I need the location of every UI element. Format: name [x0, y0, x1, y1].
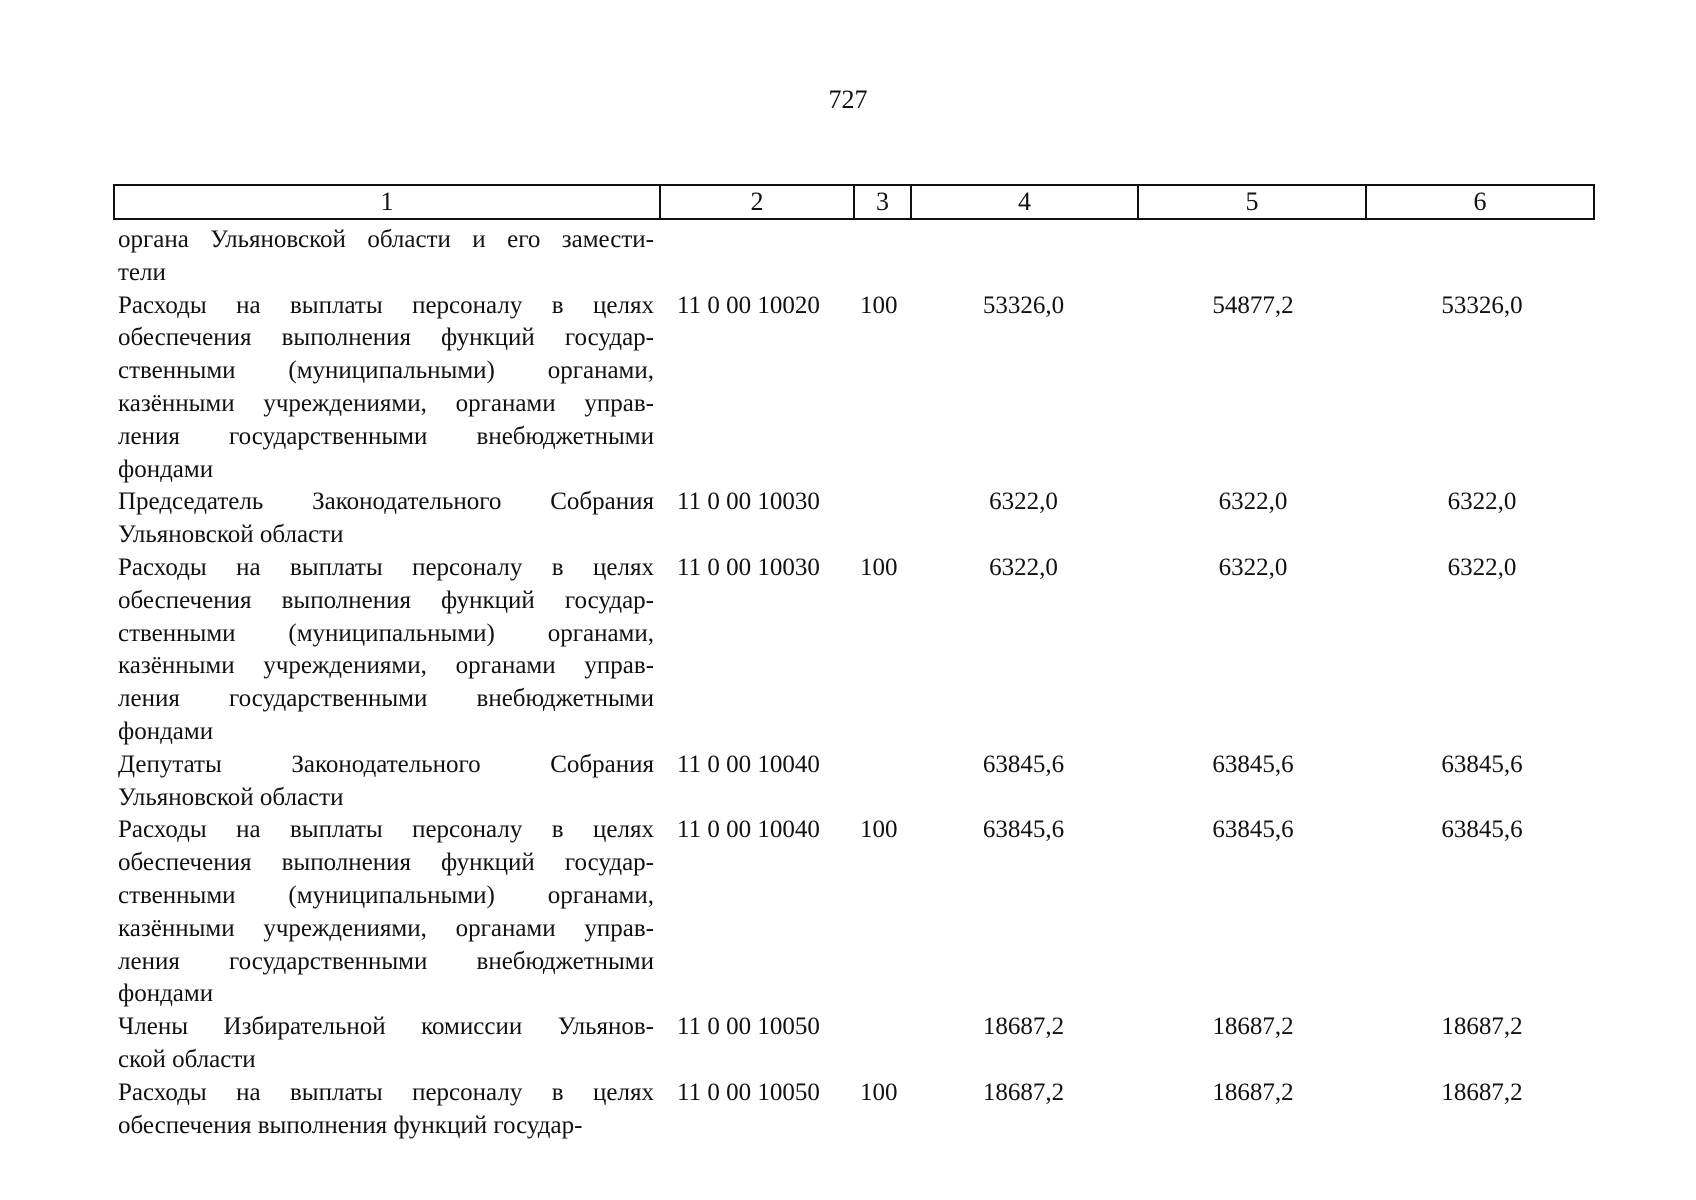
value-col5-cell: 18687,2	[1212, 1013, 1294, 1041]
value-col5-cell: 63845,6	[1212, 816, 1294, 844]
row-description	[114, 552, 660, 749]
column-header-6: 6	[1366, 185, 1594, 219]
table-header	[114, 185, 1594, 219]
description-line: ственными (муниципальными) органами,	[118, 881, 654, 909]
table-row	[114, 290, 1594, 487]
description-line: Ульяновской области	[118, 521, 344, 549]
column-header-3: 3	[854, 185, 911, 219]
value-col6-cell: 18687,2	[1441, 1013, 1523, 1041]
header-row	[114, 185, 1594, 219]
row-description	[114, 486, 660, 552]
value-col5-cell: 6322,0	[1218, 488, 1288, 516]
table-row	[114, 552, 1594, 749]
expense-type-cell: 100	[860, 553, 898, 581]
description-line: обеспечения выполнения функций государ-	[118, 586, 654, 614]
description-line: фондами	[118, 717, 214, 745]
value-col4-cell: 63845,6	[982, 816, 1065, 844]
description-line: Расходы на выплаты персоналу в целях	[118, 816, 654, 844]
value-col5-cell: 18687,2	[1212, 1078, 1294, 1106]
budget-code-cell: 11 0 00 10040	[677, 750, 820, 778]
description-line: фондами	[118, 455, 214, 483]
column-header-5: 5	[1138, 185, 1366, 219]
value-col6-cell	[1366, 219, 1594, 290]
description-line: Председатель Законодательного Собрания	[118, 488, 654, 516]
description-line: казёнными учреждениями, органами управ-	[118, 914, 654, 942]
value-col4-cell: 63845,6	[982, 750, 1065, 778]
value-col6-cell: 63845,6	[1441, 816, 1523, 844]
description-line: Расходы на выплаты персоналу в целях	[118, 291, 654, 319]
budget-code-cell: 11 0 00 10030	[677, 488, 820, 516]
description-line: ской области	[118, 1045, 256, 1073]
expense-type-cell	[854, 749, 911, 815]
description-line: ственными (муниципальными) органами,	[118, 357, 654, 385]
description-line: Ульяновской области	[118, 783, 344, 811]
value-col4-cell: 6322,0	[989, 488, 1058, 516]
description-line: ления государственными внебюджетными	[118, 422, 654, 450]
row-description	[114, 1077, 660, 1143]
value-col5-cell: 6322,0	[1218, 553, 1288, 581]
value-col5-cell: 54877,2	[1212, 291, 1294, 319]
table-row	[114, 1077, 1594, 1143]
value-col6-cell: 18687,2	[1441, 1078, 1523, 1106]
table-row	[114, 1011, 1594, 1077]
description-line: ления государственными внебюджетными	[118, 685, 654, 713]
budget-code-cell	[660, 219, 854, 290]
value-col4-cell: 6322,0	[989, 553, 1058, 581]
description-line: Члены Избирательной комиссии Ульянов-	[118, 1013, 654, 1041]
description-line: ственными (муниципальными) органами,	[118, 619, 654, 647]
table-row	[114, 219, 1594, 290]
value-col6-cell: 53326,0	[1441, 291, 1523, 319]
column-header-4: 4	[911, 185, 1138, 219]
value-col6-cell: 63845,6	[1441, 750, 1523, 778]
table-body	[114, 219, 1594, 1142]
page-number: 727	[828, 85, 868, 114]
expense-type-cell: 100	[860, 816, 898, 844]
description-line: фондами	[118, 980, 214, 1008]
value-col5-cell: 63845,6	[1212, 750, 1294, 778]
table-row	[114, 486, 1594, 552]
budget-code-cell: 11 0 00 10030	[677, 553, 820, 581]
expense-type-cell	[854, 1011, 911, 1077]
description-line: казёнными учреждениями, органами управ-	[118, 389, 654, 417]
value-col4-cell: 53326,0	[982, 291, 1065, 319]
description-line: обеспечения выполнения функций государ-	[118, 849, 654, 877]
description-line: казёнными учреждениями, органами управ-	[118, 652, 654, 680]
budget-code-cell: 11 0 00 10050	[677, 1078, 820, 1106]
value-col6-cell: 6322,0	[1447, 553, 1517, 581]
description-line: Расходы на выплаты персоналу в целях	[118, 553, 654, 581]
value-col4-cell: 18687,2	[982, 1078, 1065, 1106]
description-line: тели	[118, 258, 166, 286]
row-description	[114, 1011, 660, 1077]
row-description	[114, 814, 660, 1011]
row-description	[114, 749, 660, 815]
description-line: Расходы на выплаты персоналу в целях	[118, 1078, 654, 1106]
value-col5-cell	[1138, 219, 1366, 290]
expense-type-cell	[854, 219, 911, 290]
value-col6-cell: 6322,0	[1447, 488, 1517, 516]
description-line: Депутаты Законодательного Собрания	[118, 750, 654, 778]
row-description	[114, 290, 660, 487]
budget-table	[113, 184, 1595, 1142]
budget-code-cell: 11 0 00 10050	[677, 1013, 820, 1041]
expense-type-cell: 100	[860, 1078, 898, 1106]
description-line: обеспечения выполнения функций государ-	[118, 1111, 583, 1139]
value-col4-cell: 18687,2	[982, 1013, 1065, 1041]
value-col4-cell	[911, 219, 1138, 290]
description-line: органа Ульяновской области и его замести-	[118, 226, 654, 253]
description-line: ления государственными внебюджетными	[118, 947, 654, 975]
expense-type-cell: 100	[860, 291, 898, 319]
budget-code-cell: 11 0 00 10040	[677, 816, 820, 844]
column-header-1: 1	[114, 185, 660, 219]
row-description	[114, 219, 660, 290]
table-row	[114, 814, 1594, 1011]
description-line: обеспечения выполнения функций государ-	[118, 324, 654, 352]
table-row	[114, 749, 1594, 815]
column-header-2: 2	[660, 185, 854, 219]
budget-code-cell: 11 0 00 10020	[677, 291, 820, 319]
expense-type-cell	[854, 486, 911, 552]
